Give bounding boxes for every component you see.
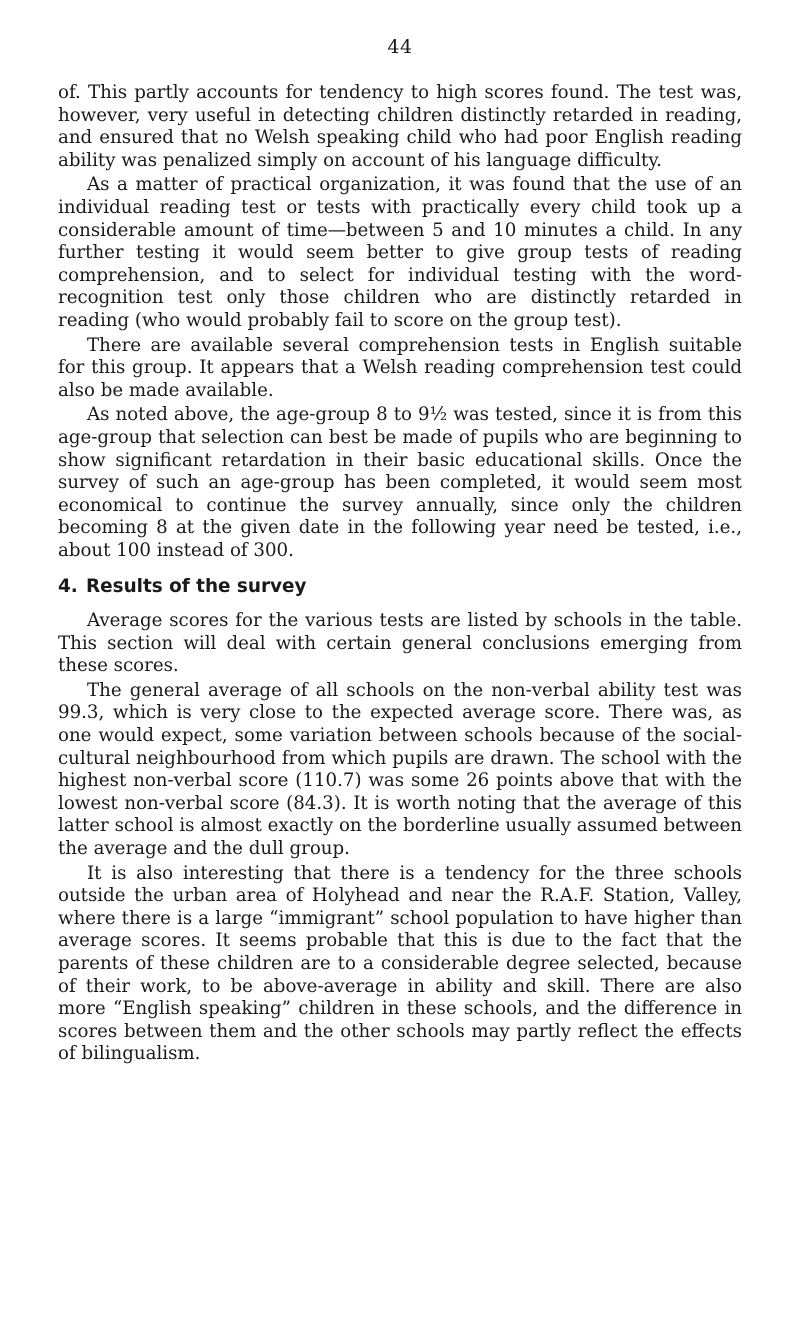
paragraph-general-average: The general average of all schools on the non-verbal ability test was 99.3, which is very close to the expected average score. There was, as one would expect, some variation between schools because of the social-cultural neighbourhood from which pupils are drawn. The school with the highest non-verbal score (110.7) was some 26 points above that with the lowest non-verbal score (84.3). It is worth noting that the average of this latter school is almost exactly on the borderline usually assumed between the average and the dull group.	[58, 679, 742, 859]
paragraph-average-scores: Average scores for the various tests are listed by schools in the table. This section will deal with certain general conclusions emerging from these scores.	[58, 610, 742, 677]
section-title: Results of the survey	[86, 576, 307, 598]
section-heading	[58, 576, 742, 599]
section-number: 4.	[58, 576, 78, 598]
paragraph-comprehension-tests: There are available several comprehension tests in English suitable for this group. It appears that a Welsh reading comprehension test could also be made available.	[58, 334, 742, 401]
paragraph-age-group: As noted above, the age-group 8 to 9½ was tested, since it is from this age-group that selection can best be made of pupils who are beginning to show significant retardation in their basic educational skills. Once the survey of such an age-group has been completed, it would seem most economical to continue the survey annually, since only the children becoming 8 at the given date in the following year need be tested, i.e., about 100 instead of 300.	[58, 404, 742, 561]
paragraph-holyhead-schools: It is also interesting that there is a tendency for the three schools outside the urban area of Holyhead and near the R.A.F. Station, Valley, where there is a large “immigrant” school population to have higher than average scores. It seems probable that this is due to the fact that the parents of these children are to a considerable degree selected, because of their work, to be above-average in ability and skill. There are also more “English speaking” children in these schools, and the difference in scores between them and the other schools may partly reflect the effects of bilingualism.	[58, 862, 742, 1065]
paragraph-continued: of. This partly accounts for tendency to high scores found. The test was, however, very useful in detecting children distinctly retarded in reading, and ensured that no Welsh speaking child who had poor English reading ability was penalized simply on account of his language difficulty.	[58, 82, 742, 171]
paragraph-practical-organization: As a matter of practical organization, it was found that the use of an individual reading test or tests with practically every child took up a considerable amount of time—between 5 and 10 minutes a child. In any further testing it would seem better to give group tests of reading comprehension, and to select for individual testing with the word-recognition test only those children who are distinctly retarded in reading (who would probably fail to score on the group test).	[58, 174, 742, 331]
page-number: 44	[387, 36, 413, 58]
page-body	[58, 82, 742, 1068]
